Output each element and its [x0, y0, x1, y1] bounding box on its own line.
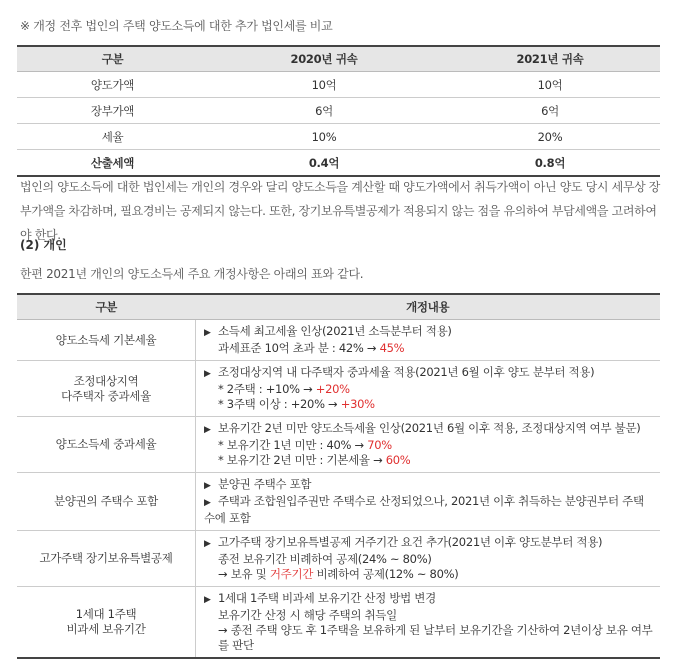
individual-tax-changes-table — [17, 293, 660, 659]
sub-item — [204, 453, 654, 468]
item-text: * 보유기간 2년 미만 : 기본세율 → — [218, 453, 386, 467]
table-cell: 10% — [208, 124, 440, 150]
category-line: 고가주택 장기보유특별공제 — [39, 551, 173, 565]
section-heading: (2) 개인 — [20, 238, 67, 252]
table-header-row — [17, 294, 660, 320]
category-line: 다주택자 중과세율 — [61, 388, 151, 403]
column-header: 개정내용 — [196, 294, 661, 320]
bullet-item — [204, 535, 654, 552]
item-text: 과세표준 10억 초과 분 : 42% → — [218, 341, 380, 355]
table-row — [17, 72, 660, 98]
row-details — [196, 531, 661, 587]
category-line: 양도소득세 기본세율 — [55, 332, 157, 347]
explanation-paragraph: 법인의 양도소득에 대한 법인세는 개인의 경우와 달리 양도소득을 계산할 때 양도가액에서 취득가액이 아닌 양도 당시 세무상 장부가액을 차감하며, 필요경비는 공제되지 않는다. 또한, 장기보유특별공제가 적용되지 않는 점을 유의하여 부담세액을 고려하여야 한다. — [20, 180, 661, 242]
table-cell: 10억 — [440, 72, 660, 98]
triangle-bullet-icon: ▶ — [204, 328, 211, 338]
item-text: 소득세 최고세율 인상(2021년 소득분부터 적용) — [218, 324, 452, 338]
row-label: 장부가액 — [17, 98, 208, 124]
triangle-bullet-icon: ▶ — [204, 595, 211, 605]
row-category — [17, 587, 196, 659]
table-row-total — [17, 150, 660, 177]
item-text: 보유기간 산정 시 해당 주택의 취득일 — [218, 608, 397, 622]
row-details — [196, 361, 661, 417]
bullet-item — [204, 494, 654, 526]
highlighted-value: +20% — [315, 382, 350, 396]
bullet-item — [204, 324, 654, 341]
row-details — [196, 587, 661, 659]
highlighted-value: 거주기간 — [269, 567, 314, 581]
corporate-tax-comparison-table — [17, 45, 660, 177]
row-category — [17, 531, 196, 587]
row-details — [196, 320, 661, 361]
bullet-item — [204, 365, 654, 382]
item-text: → 보유 및 — [218, 567, 270, 581]
comparison-note: ※ 개정 전후 법인의 주택 양도소득에 대한 추가 법인세를 비교 — [20, 19, 333, 33]
sub-item — [204, 438, 654, 453]
table-row — [17, 531, 660, 587]
category-line: 분양권의 주택수 포함 — [54, 494, 158, 508]
section-intro: 한편 2021년 개인의 양도소득세 주요 개정사항은 아래의 표와 같다. — [20, 267, 364, 281]
bullet-item — [204, 591, 654, 608]
column-header: 구분 — [17, 294, 196, 320]
table-body — [17, 320, 660, 659]
table-cell: 10억 — [208, 72, 440, 98]
triangle-bullet-icon: ▶ — [204, 539, 211, 549]
item-text: 주택과 조합원입주권만 주택수로 산정되었으나, 2021년 이후 취득하는 분양권부터 주택수에 포함 — [204, 494, 644, 525]
sub-item — [204, 623, 654, 653]
item-text-continued: 비례하여 공제(12% ~ 80%) — [313, 567, 459, 581]
row-details — [196, 417, 661, 473]
table-header-row — [17, 46, 660, 72]
row-category — [17, 361, 196, 417]
category-line: 조정대상지역 — [73, 373, 139, 388]
sub-item — [204, 397, 654, 412]
item-text: 조정대상지역 내 다주택자 중과세율 적용(2021년 6월 이후 양도 분부터 적용) — [218, 365, 595, 379]
column-header: 구분 — [17, 46, 208, 72]
category-line: 1세대 1주택 — [75, 607, 137, 621]
row-category — [17, 320, 196, 361]
sub-item — [204, 382, 654, 397]
item-text: 종전 보유기간 비례하여 공제(24% ~ 80%) — [218, 552, 432, 566]
triangle-bullet-icon: ▶ — [204, 369, 211, 379]
table-row — [17, 98, 660, 124]
highlighted-value: 45% — [379, 341, 405, 355]
item-text: 고가주택 장기보유특별공제 거주기간 요건 추가(2021년 이후 양도분부터 적용) — [218, 535, 603, 549]
item-text: 분양권 주택수 포함 — [218, 477, 312, 491]
row-label: 양도가액 — [17, 72, 208, 98]
item-text: → 종전 주택 양도 후 1주택을 보유하게 된 날부터 보유기간을 기산하여 2년이상 보유 여부를 판단 — [218, 623, 653, 652]
triangle-bullet-icon: ▶ — [204, 498, 211, 508]
triangle-bullet-icon: ▶ — [204, 481, 211, 491]
category-line: 양도소득세 중과세율 — [55, 437, 157, 451]
table-row — [17, 587, 660, 659]
row-category — [17, 417, 196, 473]
table-cell: 0.8억 — [534, 155, 566, 170]
table-row — [17, 320, 660, 361]
bullet-item — [204, 477, 654, 494]
table-cell: 20% — [440, 124, 660, 150]
item-text: 보유기간 2년 미만 양도소득세율 인상(2021년 6월 이후 적용, 조정대상지역 여부 불문) — [218, 421, 641, 435]
row-details — [196, 473, 661, 531]
highlighted-value: 60% — [385, 453, 411, 467]
triangle-bullet-icon: ▶ — [204, 425, 211, 435]
item-text: * 3주택 이상 : +20% → — [218, 397, 341, 411]
table-cell: 6억 — [440, 98, 660, 124]
table-row — [17, 124, 660, 150]
sub-item — [204, 567, 654, 582]
sub-item — [204, 341, 654, 356]
column-header: 2020년 귀속 — [208, 46, 440, 72]
item-text: 1세대 1주택 비과세 보유기간 산정 방법 변경 — [218, 591, 436, 605]
table-cell: 0.4억 — [308, 155, 340, 170]
table-row — [17, 361, 660, 417]
sub-item — [204, 552, 654, 567]
highlighted-value: +30% — [340, 397, 375, 411]
table-row — [17, 417, 660, 473]
row-category — [17, 473, 196, 531]
table-row — [17, 473, 660, 531]
table-cell: 6억 — [208, 98, 440, 124]
row-label: 산출세액 — [90, 155, 135, 170]
bullet-item — [204, 421, 654, 438]
category-line: 비과세 보유기간 — [66, 622, 146, 636]
highlighted-value: 70% — [367, 438, 392, 452]
column-header: 2021년 귀속 — [440, 46, 660, 72]
item-text: * 보유기간 1년 미만 : 40% → — [218, 438, 368, 452]
row-label: 세율 — [17, 124, 208, 150]
sub-item — [204, 608, 654, 623]
item-text: * 2주택 : +10% → — [218, 382, 316, 396]
